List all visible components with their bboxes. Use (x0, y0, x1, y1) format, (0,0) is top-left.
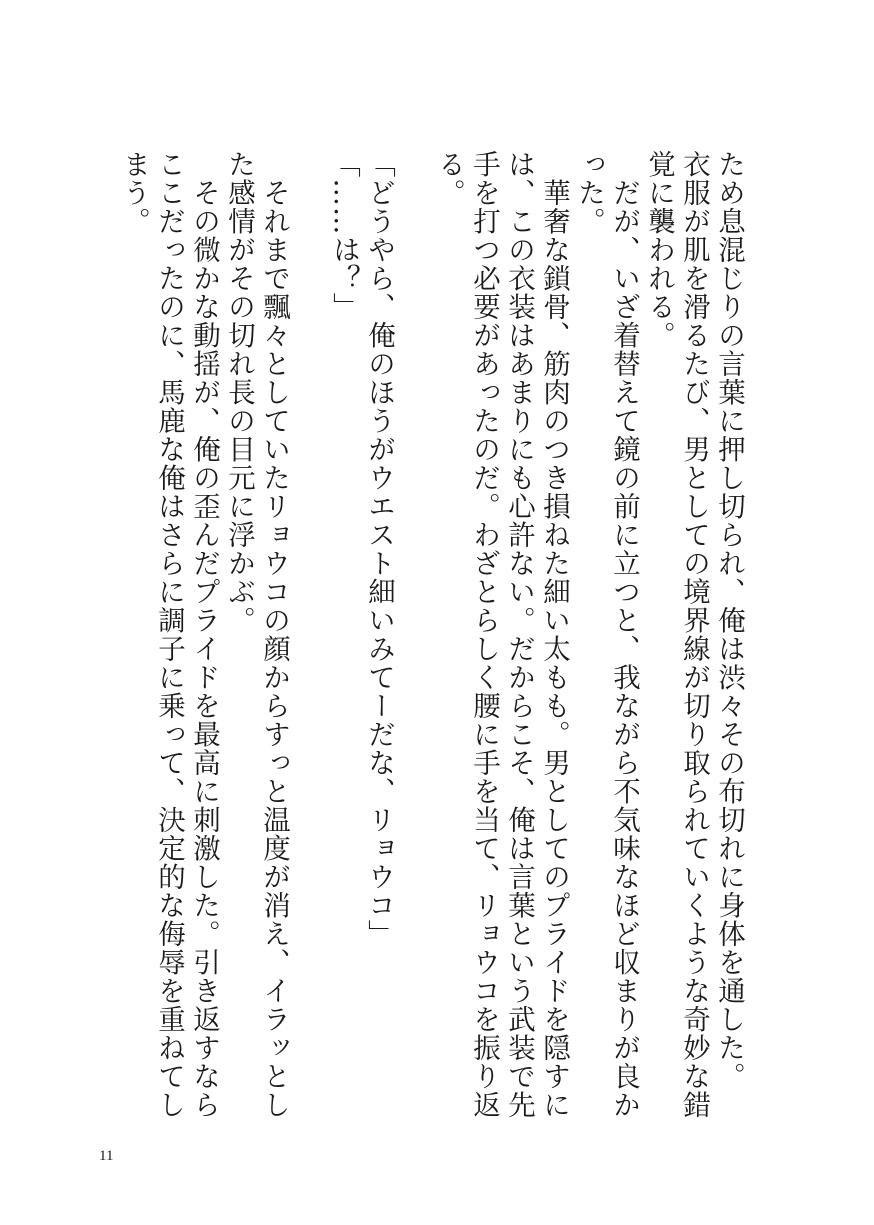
blank-line (291, 150, 326, 1030)
text-line: その微かな動揺が、俺の歪んだプライドを最高に刺激した。引き返すなら (188, 150, 220, 1119)
page-number: 11 (99, 1148, 114, 1164)
text-line: る。 (433, 150, 465, 207)
dialogue-line: 「どうやら、俺のほうがウエスト細いみてーだな、リョウコ」 (363, 150, 395, 948)
text-line: ため息混じりの言葉に押し切られ、俺は渋々その布切れに身体を通した。 (713, 150, 745, 1091)
text-line: った。 (573, 150, 605, 236)
vertical-text-body (116, 150, 746, 1119)
text-line: それまで飄々としていたリョウコの顔からすっと温度が消え、イラッとし (258, 150, 290, 1119)
text-line: は、この衣装はあまりにも心許ない。だからこそ、俺は言葉という武装で先 (503, 150, 535, 1119)
text-line: 衣服が肌を滑るたび、男としての境界線が切り取られていくような奇妙な錯 (678, 150, 710, 1119)
blank-line (396, 150, 431, 1030)
text-line: 手を打つ必要があったのだ。わざとらしく腰に手を当て、リョウコを振り返 (468, 150, 500, 1119)
text-line: 華奢な鎖骨、筋肉のつき損ねた細い太もも。男としてのプライドを隠すに (538, 150, 570, 1119)
text-line: た感情がその切れ長の目元に浮かぶ。 (223, 150, 255, 635)
text-line: ここだったのに、馬鹿な俺はさらに調子に乗って、決定的な侮辱を重ねてし (153, 150, 185, 1119)
dialogue-line: 「……は？」 (328, 150, 360, 321)
text-line: 覚に襲われる。 (643, 150, 675, 350)
text-line: まう。 (118, 150, 150, 236)
text-line: だが、いざ着替えて鏡の前に立つと、我ながら不気味なほど収まりが良か (608, 150, 640, 1119)
